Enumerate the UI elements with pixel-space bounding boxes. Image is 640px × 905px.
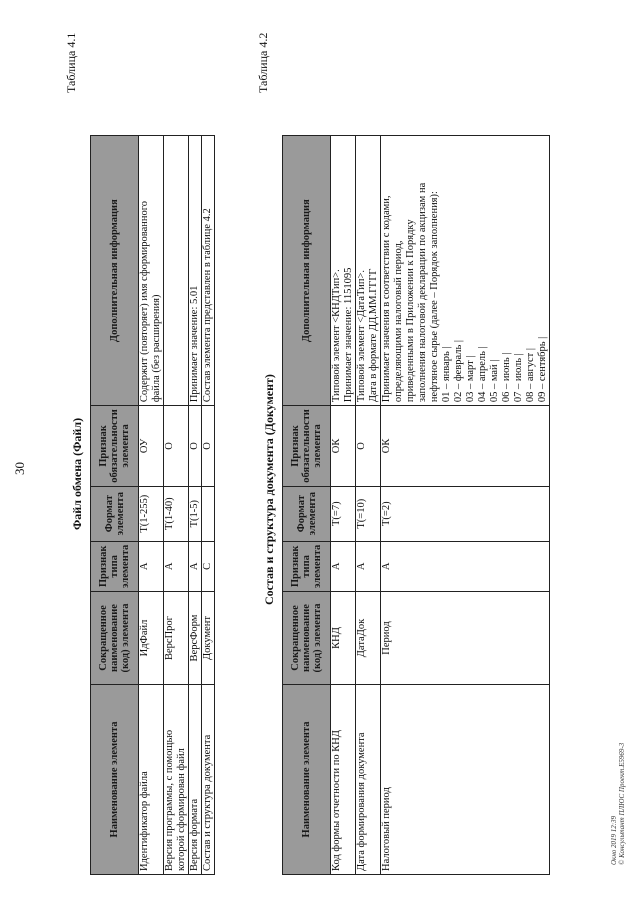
- element-format-cell: T(1-5): [189, 486, 202, 541]
- column-header: Признак типа элемента: [283, 541, 331, 591]
- element-required-cell: ОУ: [139, 406, 164, 487]
- element-required-cell: О: [356, 406, 381, 487]
- column-header: Сокращенное наименование (код) элемента: [91, 592, 139, 685]
- footer-line: Окно 2019 12:39: [610, 815, 618, 865]
- table1-header-row: [91, 136, 139, 875]
- info-line: 03 – март |: [465, 355, 476, 403]
- element-format-cell: T(=2): [381, 486, 550, 541]
- info-line: 09 – сентябрь |: [537, 336, 548, 403]
- table2-body: [331, 136, 550, 875]
- element-required-cell: О: [189, 406, 202, 487]
- element-format-cell: T(1-255): [139, 486, 164, 541]
- column-header: Наименование элемента: [283, 685, 331, 875]
- table2: [282, 135, 550, 875]
- footer-line: © Консультант ПЛЮС Проект.Е5969-3: [618, 742, 626, 865]
- table1: [90, 135, 215, 875]
- table2-title: Состав и структура документа (Документ): [262, 374, 276, 605]
- element-name-cell: Дата формирования документа: [356, 685, 381, 875]
- element-name-line: которой сформирован файл: [176, 748, 187, 871]
- element-code-cell: Документ: [202, 592, 215, 685]
- info-line: 07 – июль |: [513, 353, 524, 403]
- element-code-cell: ВерсФорм: [189, 592, 202, 685]
- info-line: Состав элемента представлен в таблице 4.2: [202, 208, 213, 403]
- info-line: 04 – апрель |: [477, 346, 488, 403]
- element-type-cell: А: [164, 541, 189, 591]
- info-line: заполнения налоговой декларации по акцизам на: [417, 182, 428, 403]
- info-line: Дата в формате ДД.ММ.ГГГГ: [368, 268, 379, 403]
- table-row: [202, 136, 215, 875]
- page-number: 30: [12, 462, 27, 475]
- table-row: [189, 136, 202, 875]
- info-line: Содержит (повторяет) имя сформированного: [139, 200, 150, 403]
- additional-info-cell: [331, 136, 356, 406]
- additional-info-cell: [202, 136, 215, 406]
- table2-header-row: [283, 136, 331, 875]
- element-name-line: Версия программы, с помощью: [164, 729, 175, 871]
- info-line: Принимает значения в соответствии с кодами,: [381, 195, 392, 403]
- info-line: 06 – июнь |: [501, 352, 512, 403]
- column-header: Дополнительная информация: [91, 136, 139, 406]
- footer-note: [610, 743, 626, 865]
- element-code-cell: КНД: [331, 592, 356, 685]
- table-row: [139, 136, 164, 875]
- info-line: определяющими налоговый период,: [393, 240, 404, 403]
- table-row: [381, 136, 550, 875]
- additional-info-cell: [189, 136, 202, 406]
- info-line: файла (без расширения): [151, 294, 162, 403]
- element-name-cell: Налоговый период: [381, 685, 550, 875]
- element-required-cell: О: [202, 406, 215, 487]
- column-header: Сокращенное наименование (код) элемента: [283, 592, 331, 685]
- table-row: [356, 136, 381, 875]
- element-type-cell: А: [356, 541, 381, 591]
- info-line: Принимает значение: 5.01: [189, 285, 200, 403]
- element-code-cell: Период: [381, 592, 550, 685]
- additional-info-cell: [356, 136, 381, 406]
- info-line: Типовой элемент <КНДТип>.: [331, 269, 342, 403]
- additional-info-cell: [139, 136, 164, 406]
- element-type-cell: С: [202, 541, 215, 591]
- element-format-cell: [202, 486, 215, 541]
- info-line: 05 – май |: [489, 359, 500, 403]
- column-header: Признак типа элемента: [91, 541, 139, 591]
- element-code-cell: ВерсПрог: [164, 592, 189, 685]
- element-required-cell: ОК: [381, 406, 550, 487]
- table1-title: Файл обмена (Файл): [70, 417, 84, 530]
- table2-number: Таблица 4.2: [256, 32, 270, 93]
- element-name-cell: Идентификатор файла: [139, 685, 164, 875]
- element-type-cell: А: [139, 541, 164, 591]
- info-line: Типовой элемент <ДатаТип>.: [356, 270, 367, 403]
- element-required-cell: ОК: [331, 406, 356, 487]
- element-code-cell: ИдФайл: [139, 592, 164, 685]
- column-header: Признак обязательности элемента: [91, 406, 139, 487]
- table-row: [164, 136, 189, 875]
- element-name-cell: Состав и структура документа: [202, 685, 215, 875]
- info-line: 02 – февраль |: [453, 339, 464, 403]
- element-type-cell: А: [381, 541, 550, 591]
- element-required-cell: О: [164, 406, 189, 487]
- additional-info-cell: [164, 136, 189, 406]
- table-row: [331, 136, 356, 875]
- table1-body: [139, 136, 215, 875]
- column-header: Формат элемента: [283, 486, 331, 541]
- column-header: Признак обязательности элемента: [283, 406, 331, 487]
- element-format-cell: T(=7): [331, 486, 356, 541]
- element-name-cell: Код формы отчетности по КНД: [331, 685, 356, 875]
- info-line: нефтяное сырье (далее – Порядок заполнения):: [429, 191, 440, 403]
- element-format-cell: T(=10): [356, 486, 381, 541]
- info-line: приведенными в Приложении к Порядку: [405, 219, 416, 403]
- info-line: Принимает значение: 1151095: [343, 267, 354, 403]
- element-name-cell: [164, 685, 189, 875]
- info-line: 08 – август |: [525, 348, 536, 403]
- column-header: Дополнительная информация: [283, 136, 331, 406]
- element-format-cell: T(1-40): [164, 486, 189, 541]
- table1-number: Таблица 4.1: [64, 32, 78, 93]
- element-type-cell: А: [331, 541, 356, 591]
- element-name-cell: Версия формата: [189, 685, 202, 875]
- info-line: 01 – январь |: [441, 346, 452, 403]
- element-code-cell: ДатаДок: [356, 592, 381, 685]
- additional-info-cell: [381, 136, 550, 406]
- element-type-cell: А: [189, 541, 202, 591]
- column-header: Наименование элемента: [91, 685, 139, 875]
- column-header: Формат элемента: [91, 486, 139, 541]
